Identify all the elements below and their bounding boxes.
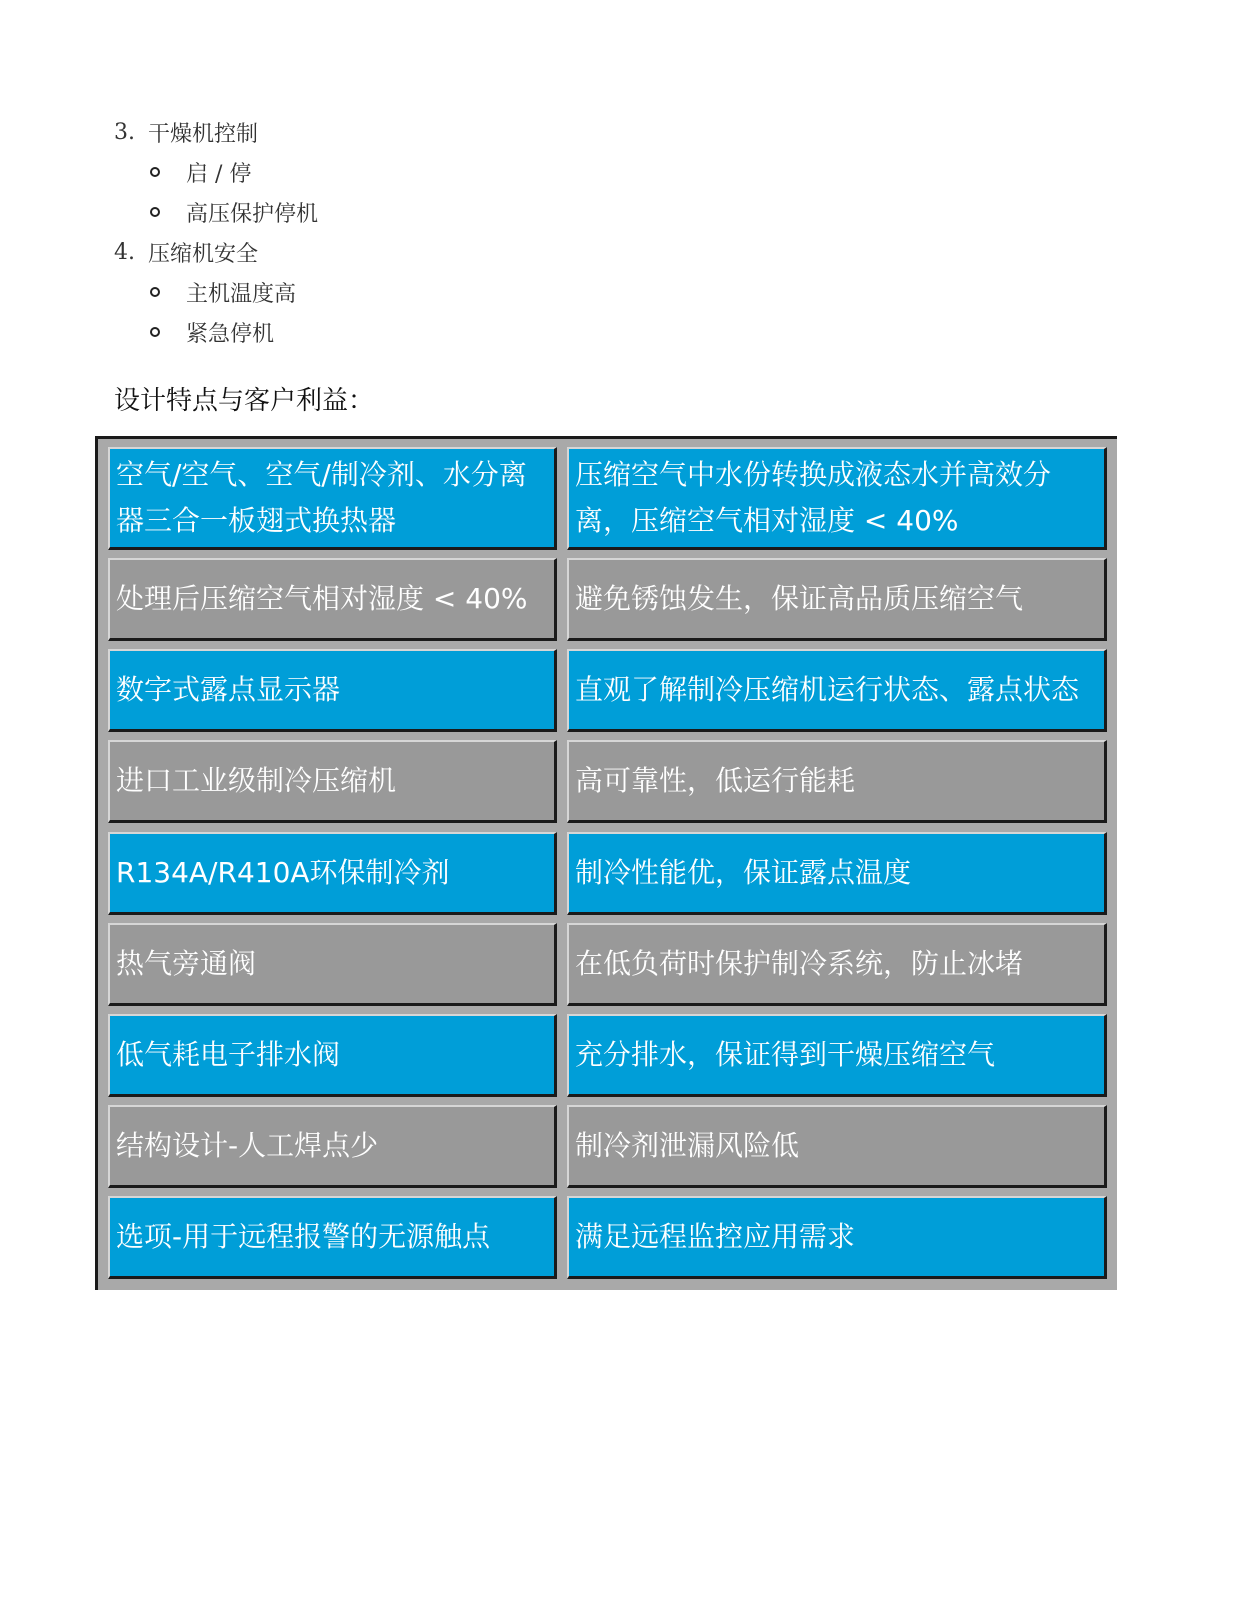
feature-cell: 低气耗电子排水阀	[108, 1014, 557, 1097]
feature-cell: 空气/空气、空气/制冷剂、水分离器三合一板翅式换热器	[108, 447, 557, 550]
benefit-cell: 制冷剂泄漏风险低	[567, 1105, 1107, 1188]
bullet-icon	[150, 167, 186, 177]
sub-list-item-label: 紧急停机	[186, 321, 275, 347]
list-number: 3.	[114, 119, 135, 145]
list-item-label: 压缩机安全	[148, 241, 259, 267]
benefit-cell: 在低负荷时保护制冷系统，防止冰堵	[567, 923, 1107, 1006]
bullet-icon	[150, 287, 186, 297]
list-item	[114, 112, 1014, 152]
sub-list-item-label: 高压保护停机	[186, 201, 319, 227]
sub-list-item	[114, 192, 1014, 232]
benefit-cell: 高可靠性，低运行能耗	[567, 740, 1107, 823]
feature-cell: 选项-用于远程报警的无源触点	[108, 1196, 557, 1279]
list-number: 4.	[114, 239, 135, 265]
feature-cell: 结构设计-人工焊点少	[108, 1105, 557, 1188]
benefit-cell: 压缩空气中水份转换成液态水并高效分离，压缩空气相对湿度 < 40%	[567, 447, 1107, 550]
feature-cell: 热气旁通阀	[108, 923, 557, 1006]
feature-cell: R134A/R410A环保制冷剂	[108, 832, 557, 915]
features-table	[95, 436, 1117, 1290]
benefit-cell: 避免锈蚀发生，保证高品质压缩空气	[567, 558, 1107, 641]
sub-list-item	[114, 312, 1014, 352]
section-title: 设计特点与客户利益：	[114, 386, 375, 416]
list-item	[114, 232, 1014, 272]
bullet-icon	[150, 207, 186, 217]
feature-cell: 数字式露点显示器	[108, 649, 557, 732]
list-item-label: 干燥机控制	[148, 121, 259, 147]
sub-list-item-label: 启 / 停	[186, 161, 252, 187]
sub-list-item	[114, 152, 1014, 192]
benefit-cell: 制冷性能优，保证露点温度	[567, 832, 1107, 915]
bullet-icon	[150, 327, 186, 337]
feature-cell: 进口工业级制冷压缩机	[108, 740, 557, 823]
feature-cell: 处理后压缩空气相对湿度 < 40%	[108, 558, 557, 641]
sub-list-item	[114, 272, 1014, 312]
benefit-cell: 满足远程监控应用需求	[567, 1196, 1107, 1279]
benefit-cell: 充分排水，保证得到干燥压缩空气	[567, 1014, 1107, 1097]
sub-list-item-label: 主机温度高	[186, 281, 297, 307]
benefit-cell: 直观了解制冷压缩机运行状态、露点状态	[567, 649, 1107, 732]
control-list	[114, 112, 1014, 352]
